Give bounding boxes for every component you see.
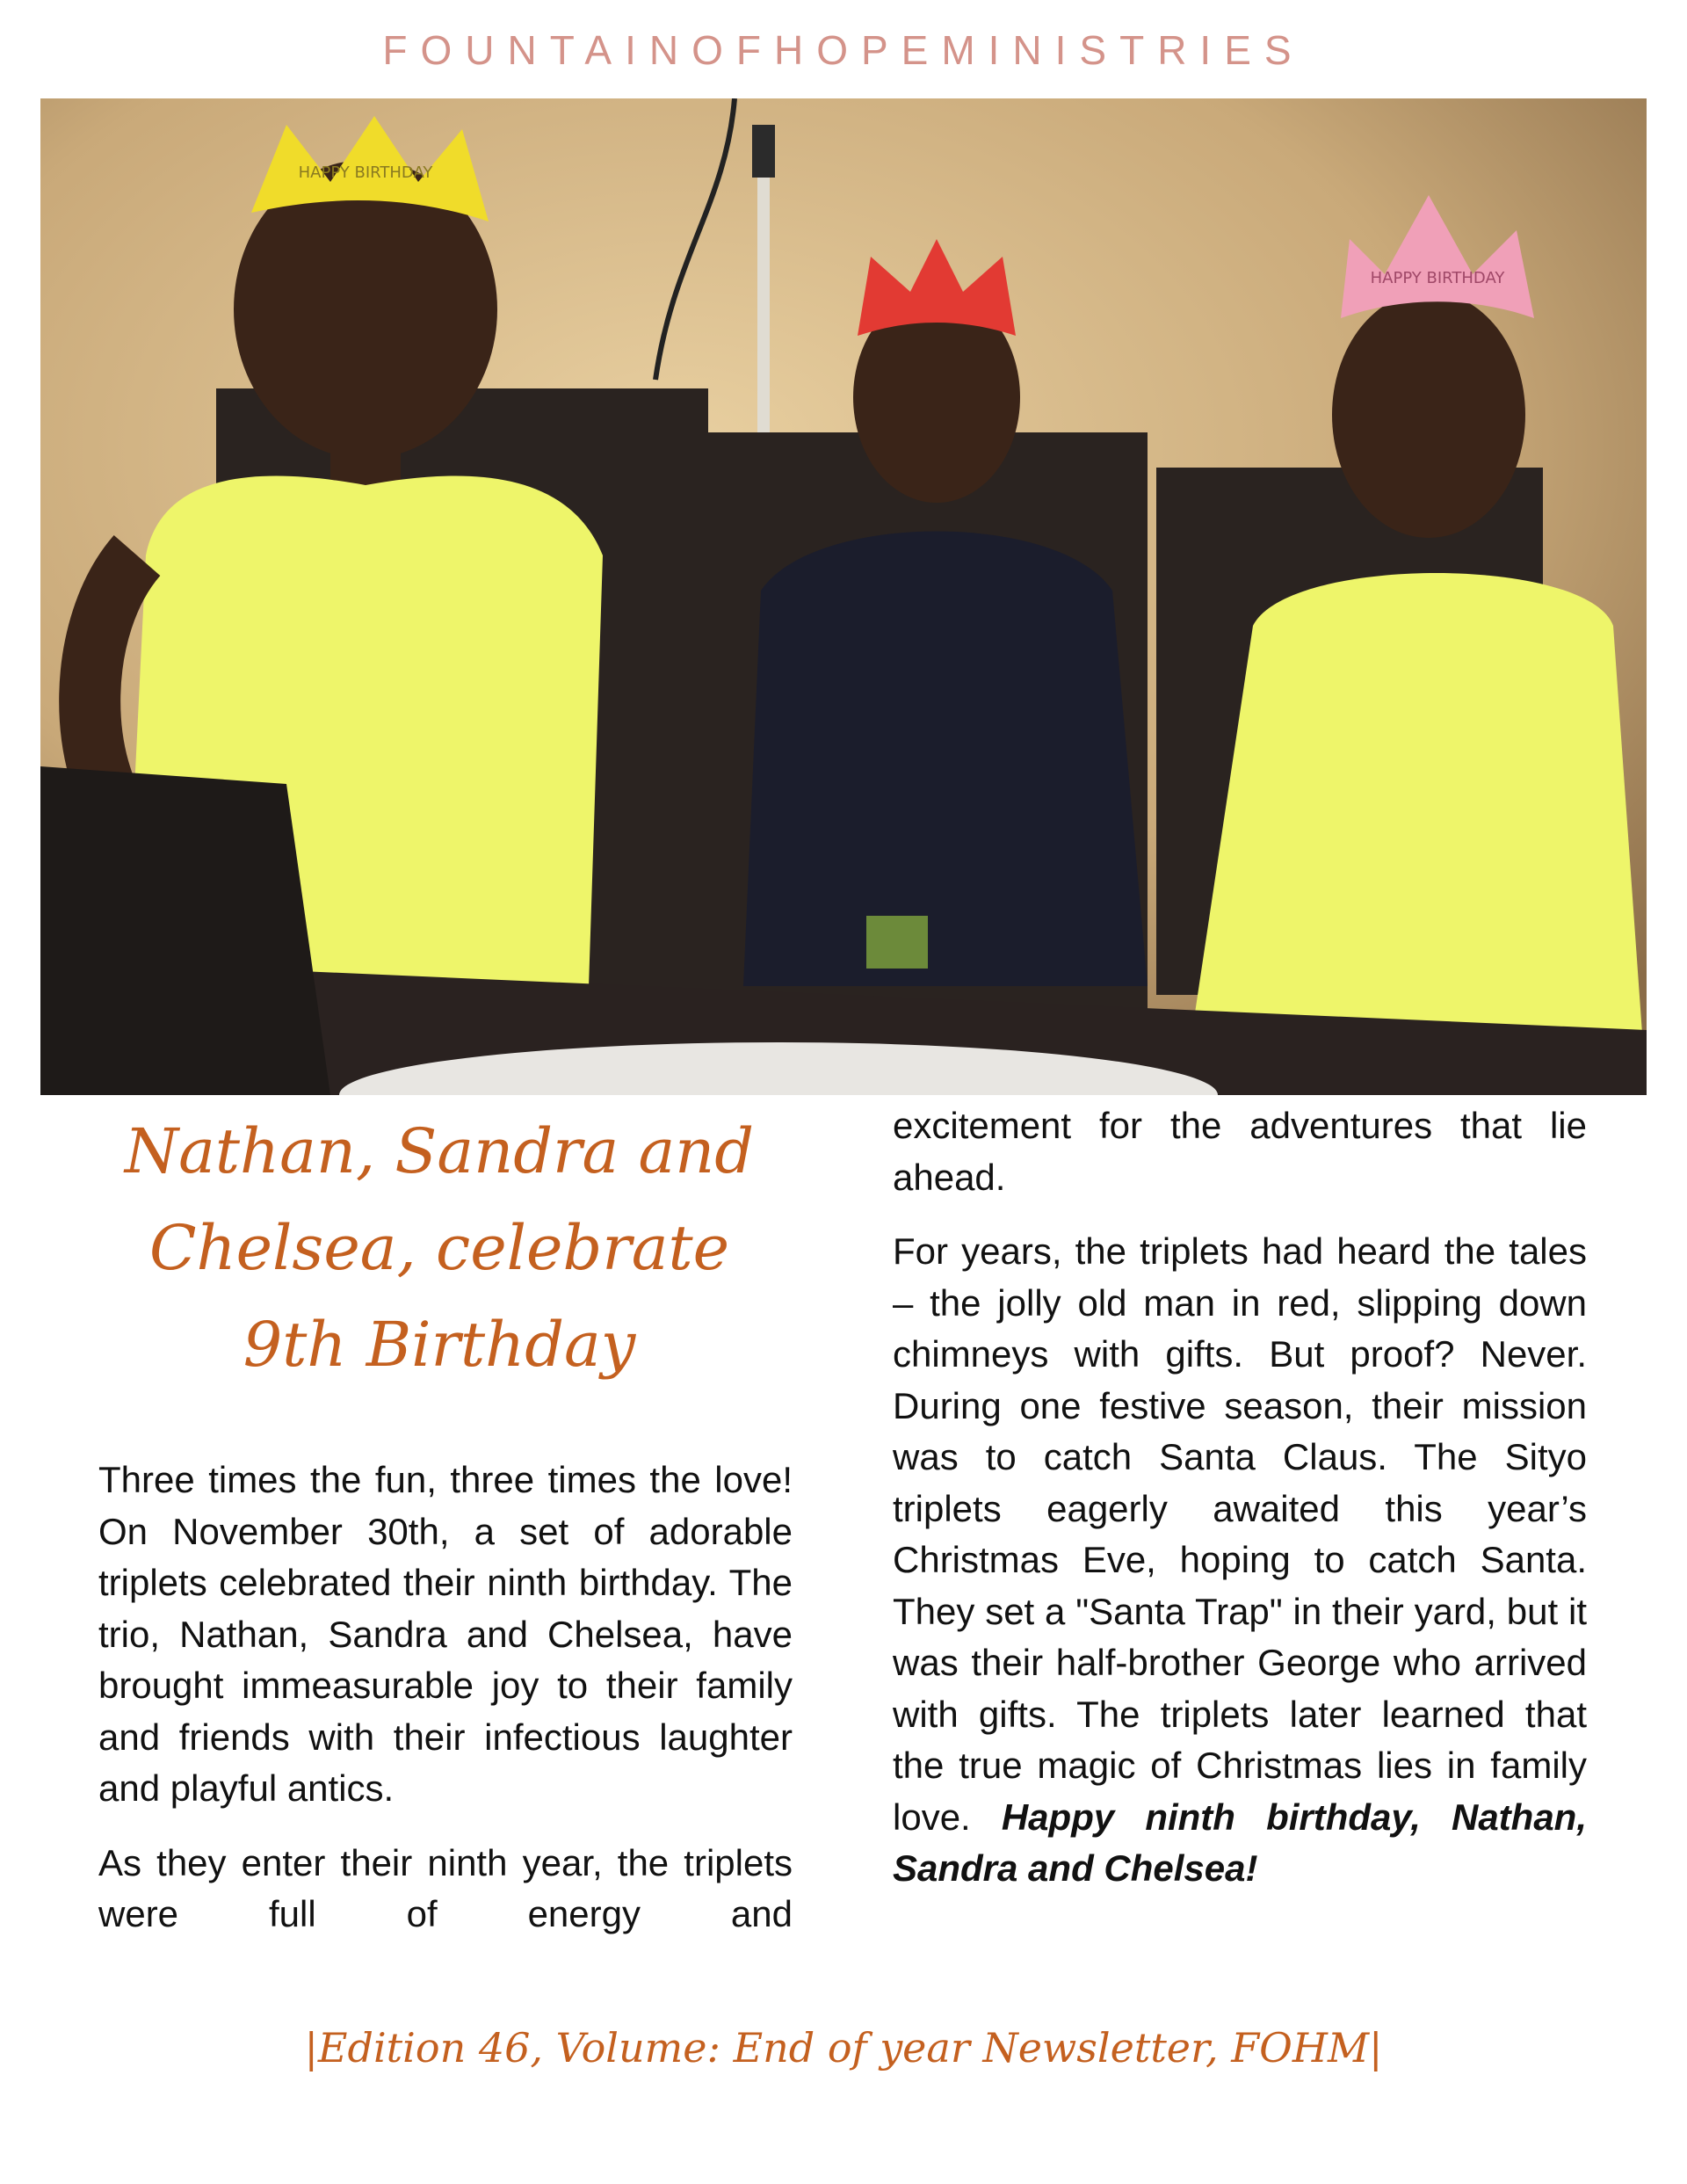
masthead: FOUNTAINOFHOPEMINISTRIES bbox=[382, 27, 1305, 73]
article-paragraph: Three times the fun, three times the love! On November 30th, a set of adorable triplets celebrated their ninth birthday. The trio, Nathan, Sandra and Chelsea, have brought immeasurable joy to their family and friends with their infectious laughter and playful antics. bbox=[98, 1459, 793, 1809]
article-paragraph: As they enter their ninth year, the triplets were full of energy and bbox=[98, 1841, 793, 1934]
article-paragraph: excitement for the adventures that lie ahead. bbox=[893, 1105, 1587, 1198]
article-right-column bbox=[893, 1100, 1587, 1918]
article-left-column bbox=[98, 1455, 793, 1963]
crown-right-text: HAPPY BIRTHDAY bbox=[1370, 269, 1505, 287]
edition-footer: |Edition 46, Volume: End of year Newsletter, FOHM| bbox=[304, 2024, 1383, 2072]
article-paragraph-text: For years, the triplets had heard the tales – the jolly old man in red, slipping down chimneys with gifts. But proof? Never. During one festive season, their mission was to catch Santa Claus. The Sityo triplets eagerly awaited this year’s Christmas Eve, hoping to catch Santa. They set a "Santa Trap" in their yard, but it was their half-brother George who arrived with gifts. The triplets later learned that the true magic of Christmas lies in family love. bbox=[893, 1230, 1587, 1838]
article-headline: Nathan, Sandra and Chelsea, celebrate 9th Birthday bbox=[124, 1115, 755, 1381]
birthday-wish: Happy ninth birthday, Nathan, Sandra and Chelsea! bbox=[893, 1796, 1587, 1889]
triplets-photo bbox=[40, 98, 1647, 1095]
crown-left-text: HAPPY BIRTHDAY bbox=[298, 163, 433, 182]
article-paragraph-closing bbox=[893, 1226, 1587, 1895]
